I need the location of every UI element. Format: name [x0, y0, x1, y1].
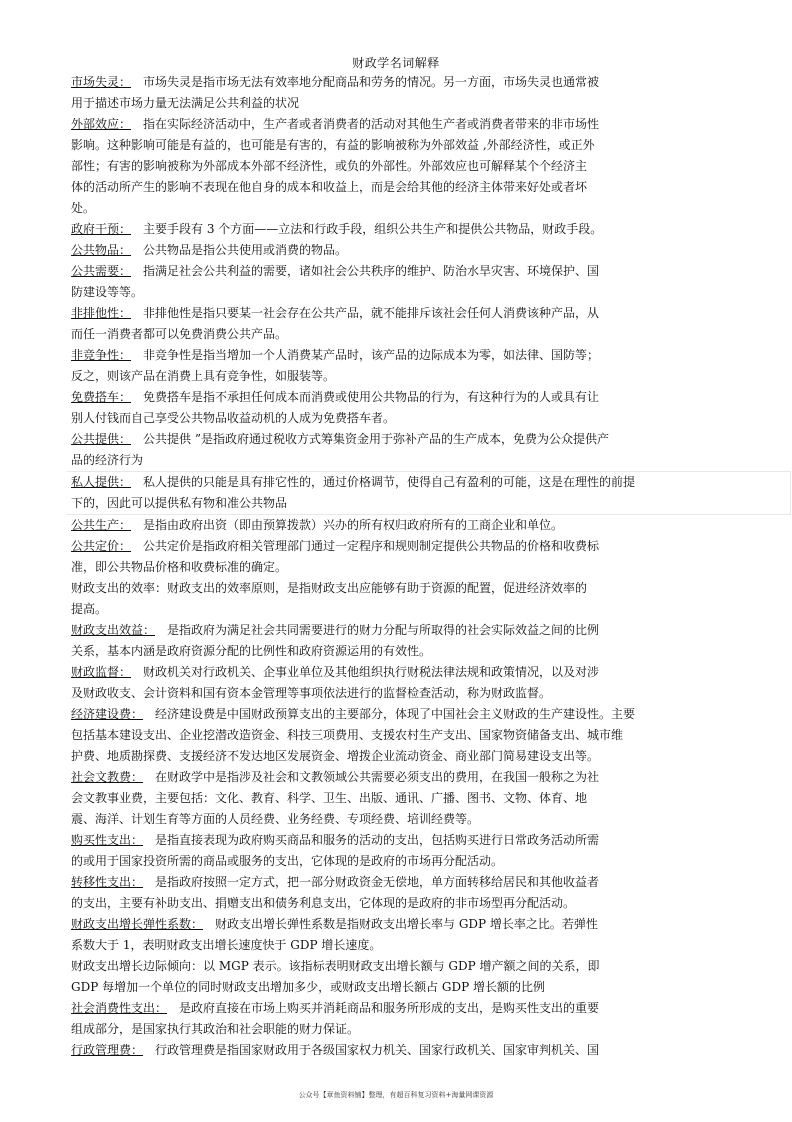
- entry-definition: 在财政学中是指涉及社会和文教领域公共需要必须支出的费用，在我国一般称之为社: [155, 770, 600, 784]
- entry-line: [71, 472, 790, 493]
- entry-definition: 及财政收支、会计资料和国有资本金管理等事项依法进行的监督检查活动，称为财政监督。: [71, 686, 552, 700]
- entry-line: [71, 366, 731, 387]
- entry-definition: 的支出，主要有补助支出、捐赠支出和债务利息支出，它体现的是政府的非市场型再分配活动。: [71, 896, 576, 910]
- entry-definition: 别人付钱而自己享受公共物品收益动机的人成为免费搭车者。: [71, 411, 396, 425]
- entry-line: [71, 156, 731, 177]
- entry-definition: 用于描述市场力量无法满足公共利益的状况: [71, 96, 300, 110]
- entry-term: 财政监督：: [71, 665, 132, 679]
- entry-line: [71, 641, 731, 662]
- entry-line: [71, 578, 731, 599]
- glossary-entry: [67, 471, 791, 515]
- entry-term: 公共生产：: [71, 518, 132, 532]
- entry-term: 政府干预：: [71, 222, 132, 236]
- entry-line: [71, 809, 731, 830]
- entry-term: 非竞争性：: [71, 348, 132, 362]
- entry-line: [71, 429, 731, 450]
- entry-term: 公共定价：: [71, 539, 132, 553]
- entry-term: 社会文教费：: [71, 770, 144, 784]
- page-title: 财政学名词解释: [352, 56, 440, 70]
- glossary-entry: [71, 240, 731, 261]
- entry-line: [71, 493, 790, 514]
- entry-line: [71, 408, 731, 429]
- entry-definition: 品的经济行为: [71, 453, 144, 467]
- glossary-entry: [71, 387, 731, 429]
- entry-definition: 震、海洋、计划生育等方面的人员经费、业务经费、专项经费、培训经费等。: [71, 812, 480, 826]
- entry-definition: 财政支出的效率：财政支出的效率原则，是指财政支出应能够有助于资源的配置，促进经济效率的: [71, 581, 588, 595]
- entry-line: [71, 830, 731, 851]
- entry-definition: 准，即公共物品价格和收费标准的确定。: [71, 560, 288, 574]
- entry-line: [71, 851, 731, 872]
- glossary-entry: [71, 704, 731, 767]
- entry-definition: 免费搭车是指不承担任何成本而消费或使用公共物品的行为，有这种行为的人或具有让: [143, 390, 600, 404]
- entry-definition: 反之，则该产品在消费上具有竞争性，如服装等。: [71, 369, 336, 383]
- glossary-entry: [71, 620, 731, 662]
- entry-term: 经济建设费：: [71, 707, 144, 721]
- entry-definition: 护费、地质勘探费、支援经济不发达地区发展资金、增拨企业流动资金、商业部门简易建设支出等。: [71, 749, 600, 763]
- glossary-entry: [71, 872, 731, 914]
- glossary-entry: [71, 830, 731, 872]
- entry-definition: 财政支出增长弹性系数是指财政支出增长率与 GDP 增长率之比。若弹性: [215, 917, 598, 931]
- entry-definition: 下的，因此可以提供私有物和准公共物品: [71, 496, 288, 510]
- glossary-entry: [71, 767, 731, 830]
- entry-definition: 非竞争性是指当增加一个人消费某产品时，该产品的边际成本为零，如法律、国防等；: [143, 348, 600, 362]
- entry-term: 非排他性：: [71, 306, 132, 320]
- entry-definition: 的或用于国家投资所需的商品或服务的支出，它体现的是政府的市场再分配活动。: [71, 854, 504, 868]
- entry-line: [71, 557, 731, 578]
- entry-definition: 主要手段有 3 个方面——立法和行政手段，组织公共生产和提供公共物品，财政手段。: [143, 222, 603, 236]
- entry-line: [71, 599, 731, 620]
- entry-term: 行政管理费：: [71, 1043, 144, 1057]
- entry-definition: 包括基本建设支出、企业挖潜改造资金、科技三项费用、支援农村生产支出、国家物资储备支出、城市维: [71, 728, 624, 742]
- entry-line: [71, 704, 731, 725]
- entry-line: [71, 515, 731, 536]
- entry-line: [71, 767, 731, 788]
- glossary-entry: [71, 345, 731, 387]
- entry-line: [71, 998, 731, 1019]
- entry-line: [71, 282, 731, 303]
- entry-term: 公共提供：: [71, 432, 132, 446]
- entry-line: [71, 536, 731, 557]
- entry-term: 免费搭车：: [71, 390, 132, 404]
- glossary-entry: [71, 578, 731, 620]
- entry-line: [71, 725, 731, 746]
- entry-term: 外部效应：: [71, 117, 132, 131]
- entry-definition: 私人提供的只能是具有排它性的，通过价格调节，使得自己有盈利的可能，这是在理性的前提: [143, 475, 636, 489]
- entry-definition: 是指政府按照一定方式，把一部分财政资金无偿地，单方面转移给居民和其他收益者: [155, 875, 600, 889]
- entry-definition: 是政府直接在市场上购买并消耗商品和服务所形成的支出，是购买性支出的重要: [179, 1001, 600, 1015]
- entry-line: [71, 788, 731, 809]
- entry-definition: 系数大于 1，表明财政支出增长速度快于 GDP 增长速度。: [71, 938, 382, 952]
- entry-line: [71, 261, 731, 282]
- entry-definition: 公共定价是指政府相关管理部门通过一定程序和规则制定提供公共物品的价格和收费标: [143, 539, 600, 553]
- entry-line: [71, 872, 731, 893]
- entry-line: [71, 324, 731, 345]
- entry-term: 私人提供：: [71, 475, 132, 489]
- entry-definition: 防建设等等。: [71, 285, 144, 299]
- entry-line: [71, 177, 731, 198]
- glossary-entry: [71, 114, 731, 219]
- entry-line: [71, 683, 731, 704]
- glossary-entry: [71, 914, 731, 956]
- entry-line: [71, 240, 731, 261]
- entry-line: [71, 135, 731, 156]
- entry-line: [71, 935, 731, 956]
- glossary-entry: [71, 429, 731, 471]
- entry-line: [71, 450, 731, 471]
- entry-term: 财政支出效益：: [71, 623, 156, 637]
- glossary-entry: [71, 261, 731, 303]
- entry-line: [71, 662, 731, 683]
- entry-definition: 非排他性是指只要某一社会存在公共产品，就不能排斥该社会任何人消费该种产品，从: [143, 306, 600, 320]
- glossary-entry: [71, 998, 731, 1040]
- entry-definition: 是指直接表现为政府购买商品和服务的活动的支出，包括购买进行日常政务活动所需: [155, 833, 600, 847]
- entry-definition: 关系，基本内涵是政府资源分配的比例性和政府资源运用的有效性。: [71, 644, 432, 658]
- entry-line: [71, 620, 731, 641]
- glossary: [71, 72, 731, 1061]
- entry-line: [71, 893, 731, 914]
- entry-definition: 影响。这种影响可能是有益的，也可能是有害的，有益的影响被称为外部效益 ,外部经济性，或正外: [71, 138, 595, 152]
- glossary-entry: [71, 662, 731, 704]
- entry-line: [71, 956, 731, 977]
- entry-definition: 是指政府为满足社会共同需要进行的财力分配与所取得的社会实际效益之间的比例: [167, 623, 600, 637]
- entry-line: [71, 345, 731, 366]
- entry-definition: 行政管理费是指国家财政用于各级国家权力机关、国家行政机关、国家审判机关、国: [155, 1043, 600, 1057]
- glossary-entry: [71, 1040, 731, 1061]
- entry-line: [71, 387, 731, 408]
- entry-term: 公共物品：: [71, 243, 132, 257]
- entry-definition: 处。: [71, 201, 96, 215]
- entry-line: [71, 1019, 731, 1040]
- entry-term: 转移性支出：: [71, 875, 144, 889]
- page-footer: 公众号【章鱼资料铺】整理，有超百科复习资料+海量网课资源: [298, 1091, 494, 1099]
- entry-definition: 指满足社会公共利益的需要，诸如社会公共秩序的维护、防治水旱灾害、环境保护、国: [143, 264, 600, 278]
- entry-line: [71, 1040, 731, 1061]
- entry-term: 购买性支出：: [71, 833, 144, 847]
- entry-definition: 经济建设费是中国财政预算支出的主要部分，体现了中国社会主义财政的生产建设性。主要: [155, 707, 636, 721]
- glossary-entry: [71, 72, 731, 114]
- glossary-entry: [71, 515, 731, 536]
- entry-definition: 是指由政府出资（即由预算拨款）兴办的所有权归政府所有的工商企业和单位。: [143, 518, 564, 532]
- entry-definition: 财政机关对行政机关、企事业单位及其他组织执行财税法律法规和政策情况，以及对涉: [143, 665, 600, 679]
- entry-line: [71, 914, 731, 935]
- entry-line: [71, 746, 731, 767]
- entry-definition: 公共物品是指公共使用或消费的物品。: [143, 243, 348, 257]
- entry-definition: 组成部分，是国家执行其政治和社会职能的财力保证。: [71, 1022, 360, 1036]
- entry-definition: 部性；有害的影响被称为外部成本外部不经济性，或负的外部性。外部效应也可解释某个个经济主: [71, 159, 588, 173]
- entry-definition: 会文教事业费，主要包括：文化、教育、科学、卫生、出版、通讯、广播、图书、文物、体育、地: [71, 791, 588, 805]
- entry-term: 财政支出增长弹性系数：: [71, 917, 204, 931]
- entry-definition: 提高。: [71, 602, 108, 616]
- entry-definition: 财政支出增长边际倾向：以 MGP 表示。该指标表明财政支出增长额与 GDP 增产额之间的关系，即: [71, 959, 600, 973]
- entry-line: [71, 219, 731, 240]
- entry-line: [71, 93, 731, 114]
- entry-definition: 市场失灵是指市场无法有效率地分配商品和劳务的情况。另一方面，市场失灵也通常被: [143, 75, 600, 89]
- entry-line: [71, 198, 731, 219]
- glossary-entry: [71, 536, 731, 578]
- entry-line: [71, 977, 731, 998]
- glossary-entry: [71, 956, 731, 998]
- entry-definition: 而任一消费者都可以免费消费公共产品。: [71, 327, 288, 341]
- glossary-entry: [71, 219, 731, 240]
- entry-term: 市场失灵：: [71, 75, 132, 89]
- entry-term: 公共需要：: [71, 264, 132, 278]
- glossary-entry: [71, 303, 731, 345]
- entry-line: [71, 114, 731, 135]
- entry-definition: 体的活动所产生的影响不表现在他自身的成本和收益上，而是会给其他的经济主体带来好处或者坏: [71, 180, 588, 194]
- entry-line: [71, 72, 731, 93]
- entry-definition: 公共提供 ”是指政府通过税收方式筹集资金用于弥补产品的生产成本，免费为公众提供产: [143, 432, 609, 446]
- entry-definition: 指在实际经济活动中，生产者或者消费者的活动对其他生产者或消费者带来的非市场性: [143, 117, 600, 131]
- entry-line: [71, 303, 731, 324]
- entry-definition: GDP 每增加一个单位的同时财政支出增加多少，或财政支出增长额占 GDP 增长额的比例: [71, 980, 546, 994]
- entry-term: 社会消费性支出：: [71, 1001, 168, 1015]
